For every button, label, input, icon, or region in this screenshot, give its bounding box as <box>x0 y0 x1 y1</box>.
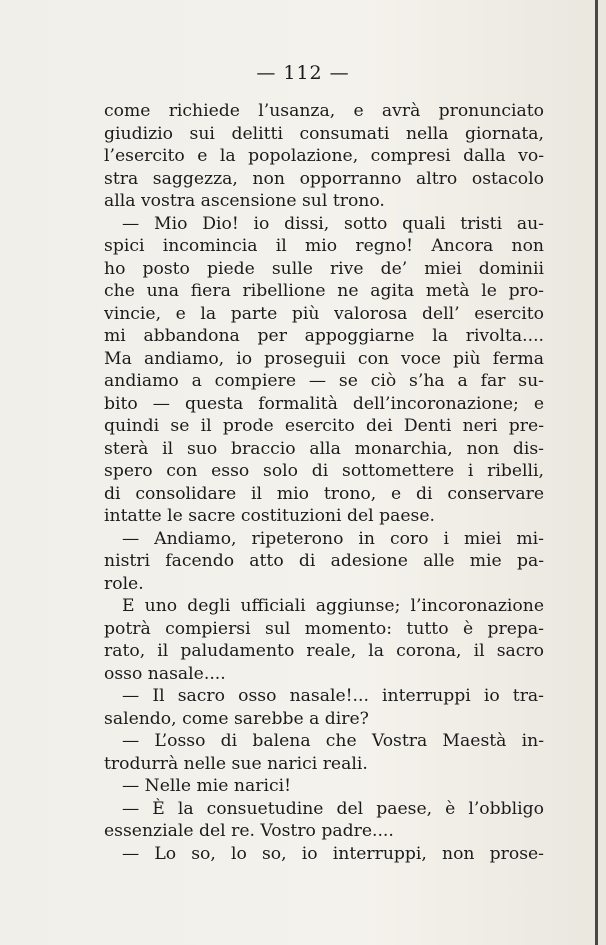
text-line: — È la consuetudine del paese, è l’obbligo <box>122 798 544 819</box>
text-line: bito — questa formalità dell’incoronazione; e <box>104 393 544 414</box>
text-line: alla vostra ascensione sul trono. <box>104 191 385 211</box>
text-line: intatte le sacre costituzioni del paese. <box>104 506 435 526</box>
text-line: — Nelle mie narici! <box>122 776 291 796</box>
text-line: quindi se il prode esercito dei Denti neri pre- <box>104 416 544 436</box>
text-line: come richiede l’usanza, e avrà pronunciato <box>104 101 544 121</box>
text-line: che una fiera ribellione ne agita metà le pro- <box>104 281 544 301</box>
page-number-header: — 112 — <box>256 62 350 84</box>
text-line: di consolidare il mio trono, e di conservare <box>104 483 544 504</box>
text-line: — Lo so, lo so, io interruppi, non prose- <box>122 843 544 864</box>
text-line: — L’osso di balena che Vostra Maestà in- <box>122 731 544 751</box>
text-line: potrà compiersi sul momento: tutto è prepa- <box>104 618 544 639</box>
body-text <box>104 100 544 865</box>
text-line: osso nasale.... <box>104 663 226 684</box>
text-line: giudizio sui delitti consumati nella giornata, <box>104 123 544 144</box>
text-line: vincie, e la parte più valorosa dell’ esercito <box>104 303 544 324</box>
text-line: rato, il paludamento reale, la corona, il sacro <box>104 641 544 661</box>
text-line: — Andiamo, ripeterono in coro i miei mi- <box>122 528 544 549</box>
page-edge-divider <box>595 0 598 945</box>
text-line: ho posto piede sulle rive de’ miei dominii <box>104 258 544 279</box>
text-line: trodurrà nelle sue narici reali. <box>104 753 368 774</box>
text-line: stra saggezza, non opporranno altro ostacolo <box>104 168 544 189</box>
text-line: salendo, come sarebbe a dire? <box>104 708 369 729</box>
text-line: mi abbandona per appoggiarne la rivolta.... <box>104 326 544 346</box>
text-line: — Mio Dio! io dissi, sotto quali tristi au- <box>122 213 544 234</box>
text-line: Ma andiamo, io proseguii con voce più ferma <box>104 348 544 369</box>
text-line: nistri facendo atto di adesione alle mie pa- <box>104 551 544 571</box>
text-line: l’esercito e la popolazione, compresi dalla vo- <box>104 146 544 166</box>
text-line: essenziale del re. Vostro padre.... <box>104 821 394 841</box>
text-line: spero con esso solo di sottomettere i ribelli, <box>104 461 544 481</box>
text-line: sterà il suo braccio alla monarchia, non dis- <box>104 438 544 459</box>
text-line: — Il sacro osso nasale!... interruppi io tra- <box>122 686 544 706</box>
text-line: role. <box>104 573 144 594</box>
text-line: andiamo a compiere — se ciò s’ha a far su- <box>104 371 544 391</box>
text-line: spici incomincia il mio regno! Ancora non <box>104 236 544 256</box>
text-line: E uno degli ufficiali aggiunse; l’incoronazione <box>122 596 544 616</box>
